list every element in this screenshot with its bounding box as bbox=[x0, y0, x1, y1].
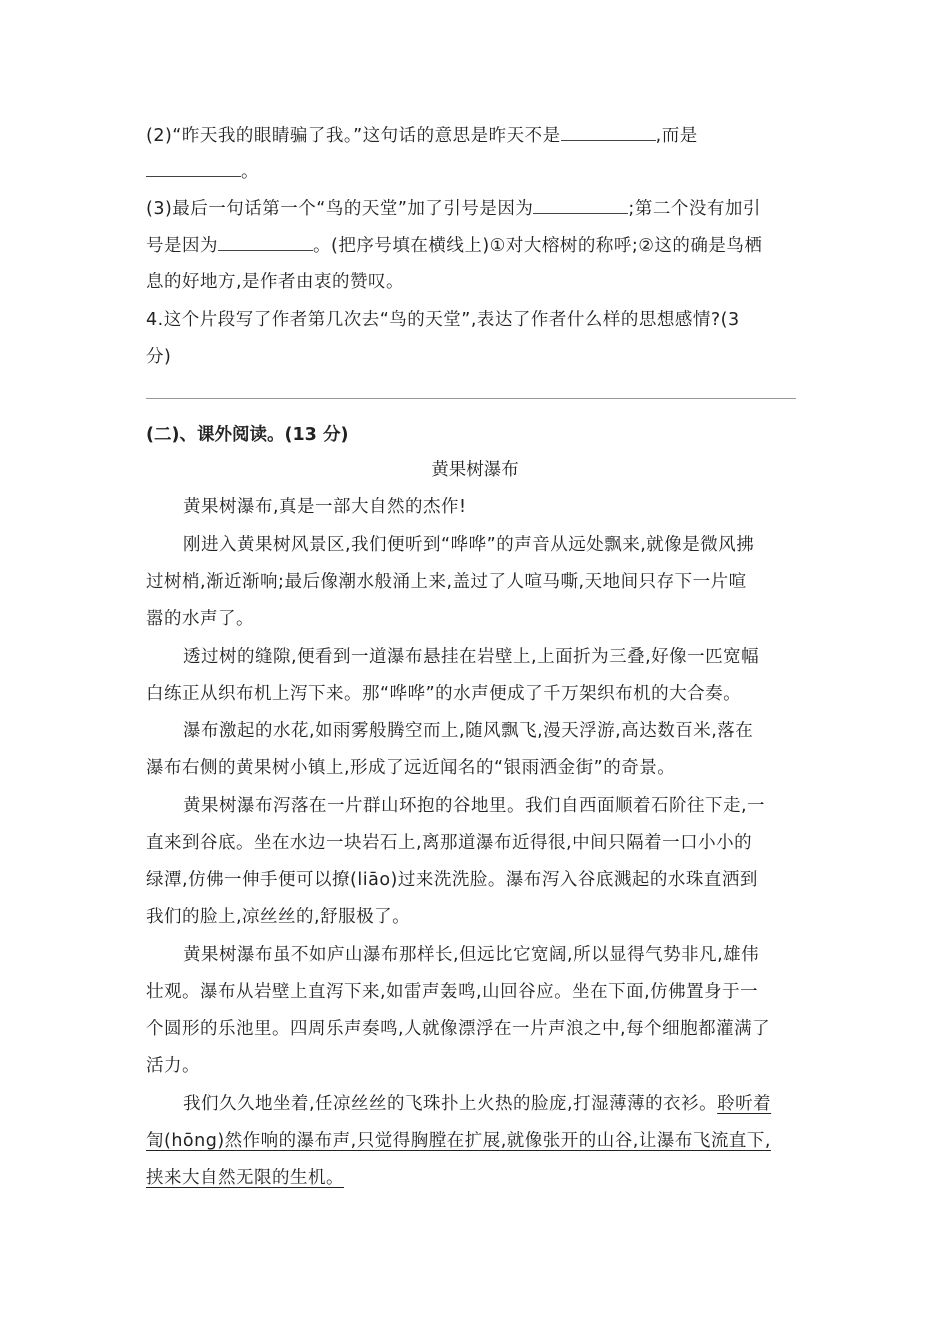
question-3-2-line-2 bbox=[146, 160, 259, 184]
question-3-3-line-1 bbox=[146, 197, 761, 221]
passage-line: 过树梢,渐近渐响;最后像潮水般涌上来,盖过了人喧马嘶,天地间只存下一片喧 bbox=[146, 572, 747, 592]
passage-line: 黄果树瀑布,真是一部大自然的杰作! bbox=[183, 497, 467, 517]
passage-line: 直来到谷底。坐在水边一块岩石上,离那道瀑布近得很,中间只隔着一口小小的 bbox=[146, 833, 753, 853]
passage-line: 我们的脸上,凉丝丝的,舒服极了。 bbox=[146, 907, 411, 927]
passage-line: 个圆形的乐池里。四周乐声奏鸣,人就像漂浮在一片声浪之中,每个细胞都灌满了 bbox=[146, 1019, 771, 1039]
passage-line: 透过树的缝隙,便看到一道瀑布悬挂在岩壁上,上面折为三叠,好像一匹宽幅 bbox=[183, 647, 760, 667]
question-4-line-2: 分) bbox=[146, 347, 172, 367]
answer-blank[interactable] bbox=[218, 234, 313, 251]
passage-line: 瀑布激起的水花,如雨雾般腾空而上,随风飘飞,漫天浮游,高达数百米,落在 bbox=[183, 721, 754, 741]
question-3-3-line-3: 息的好地方,是作者由衷的赞叹。 bbox=[146, 272, 405, 292]
question-text: (3)最后一句话第一个“鸟的天堂”加了引号是因为 bbox=[146, 199, 534, 219]
passage-line: 刚进入黄果树风景区,我们便听到“哗哗”的声音从远处飘来,就像是微风拂 bbox=[183, 535, 755, 555]
question-text: ;第二个没有加引 bbox=[628, 199, 761, 219]
underlined-sentence: 訇(hōng)然作响的瀑布声,只觉得胸膛在扩展,就像张开的山谷,让瀑布飞流直下, bbox=[146, 1131, 771, 1151]
question-text: 。(把序号填在横线上)①对大榕树的称呼;②这的确是鸟栖 bbox=[313, 236, 763, 256]
passage-line: 活力。 bbox=[146, 1056, 200, 1076]
passage-title: 黄果树瀑布 bbox=[431, 460, 519, 480]
question-text: 号是因为 bbox=[146, 236, 218, 256]
answer-blank[interactable] bbox=[533, 197, 628, 214]
underlined-sentence: 挟来大自然无限的生机。 bbox=[146, 1168, 344, 1188]
question-3-2-line-1 bbox=[146, 124, 698, 148]
answer-blank[interactable] bbox=[561, 124, 656, 141]
underlined-sentence: 聆听着 bbox=[717, 1094, 772, 1114]
passage-line: 绿潭,仿佛一伸手便可以撩(liāo)过来洗洗脸。瀑布泻入谷底溅起的水珠直洒到 bbox=[146, 870, 758, 890]
passage-line: 壮观。瀑布从岩壁上直泻下来,如雷声轰鸣,山回谷应。坐在下面,仿佛置身于一 bbox=[146, 982, 759, 1002]
passage-line: 白练正从织布机上泻下来。那“哗哗”的水声便成了千万架织布机的大合奏。 bbox=[146, 684, 742, 704]
passage-line: 瀑布右侧的黄果树小镇上,形成了远近闻名的“银雨洒金街”的奇景。 bbox=[146, 758, 676, 778]
passage-line: 嚣的水声了。 bbox=[146, 609, 254, 629]
question-3-3-line-2 bbox=[146, 234, 762, 258]
question-text: (2)“昨天我的眼睛骗了我。”这句话的意思是昨天不是 bbox=[146, 126, 561, 146]
question-text: 。 bbox=[241, 162, 259, 182]
passage-line bbox=[183, 1092, 771, 1116]
question-4-line-1: 4.这个片段写了作者第几次去“鸟的天堂”,表达了作者什么样的思想感情?(3 bbox=[146, 310, 740, 330]
answer-blank[interactable] bbox=[146, 160, 241, 177]
passage-line: 黄果树瀑布泻落在一片群山环抱的谷地里。我们自西面顺着石阶往下走,一 bbox=[183, 796, 766, 816]
passage-line: 黄果树瀑布虽不如庐山瀑布那样长,但远比它宽阔,所以显得气势非凡,雄伟 bbox=[183, 945, 760, 965]
answer-line[interactable] bbox=[146, 398, 796, 399]
question-text: ,而是 bbox=[655, 126, 698, 146]
section-heading: (二)、课外阅读。(13 分) bbox=[146, 425, 349, 445]
passage-text: 我们久久地坐着,任凉丝丝的飞珠扑上火热的脸庞,打湿薄薄的衣衫。 bbox=[183, 1094, 718, 1114]
